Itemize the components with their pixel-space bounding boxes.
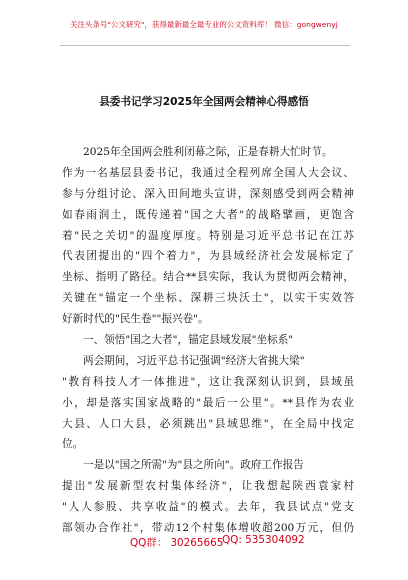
document-body bbox=[62, 142, 354, 539]
body-line: 好新时代的"民生卷""振兴卷"。 bbox=[62, 313, 209, 326]
body-line: 关键在"锚定一个坐标、深耕三块沃土"，以实干实效答 bbox=[62, 292, 354, 305]
body-line: "教育科技人才一体推进"，这让我深刻认识到，县域虽 bbox=[62, 375, 354, 388]
body-line: 作为一名基层县委书记，我通过全程列席全国人大会议、 bbox=[62, 166, 354, 179]
body-line: 2025年全国两会胜利闭幕之际，正是春耕大忙时节。 bbox=[83, 146, 333, 158]
body-line: 代表团提出的"四个着力"，为县域经济社会发展标定了 bbox=[62, 250, 354, 263]
body-line: 着"民之关切"的温度厚度。特别是习近平总书记在江苏 bbox=[62, 229, 354, 242]
body-line: 位。 bbox=[62, 438, 84, 451]
header-divider bbox=[60, 45, 350, 46]
body-line: 参与分组讨论、深入田间地头宣讲，深刻感受到两会精神 bbox=[62, 187, 354, 200]
body-line: 部领办合作社"，带动12个村集体增收超200万元，但仍 bbox=[62, 522, 354, 535]
footer-qq-group: QQ群： 30265665 bbox=[130, 537, 224, 549]
header-promo-note: 关注头条号"公文研究"，获得最新最全最专业的公文资料库！ 微信：gongwenyj bbox=[70, 20, 338, 29]
body-line: 提出"发展新型农村集体经济"，让我想起陕西袁家村 bbox=[62, 480, 354, 493]
body-line: 小，却是落实国家战略的"最后一公里"。**县作为农业 bbox=[62, 396, 354, 409]
body-line: 坐标、指明了路径。结合**县实际，我认为贯彻两会精神， bbox=[62, 271, 354, 284]
footer-qq-number: QQ: 535304092 bbox=[222, 534, 305, 546]
document-title: 县委书记学习2025年全国两会精神心得感悟 bbox=[99, 96, 309, 108]
body-line: 一是以"国之所需"为"县之所向"。政府工作报告 bbox=[83, 459, 304, 472]
body-line: 两会期间，习近平总书记强调"经济大省挑大梁" bbox=[83, 354, 305, 367]
section-heading: 一、领悟"国之大者"，锚定县域发展"坐标系" bbox=[83, 334, 294, 347]
body-line: 大县、人口大县，必须跳出"县域思维"，在全局中找定 bbox=[62, 417, 354, 430]
body-line: "人人参股、共享收益"的模式。去年，我县试点"党支 bbox=[62, 501, 354, 514]
body-line: 如春雨润土，既传递着"国之大者"的战略擘画，更饱含 bbox=[62, 208, 354, 221]
